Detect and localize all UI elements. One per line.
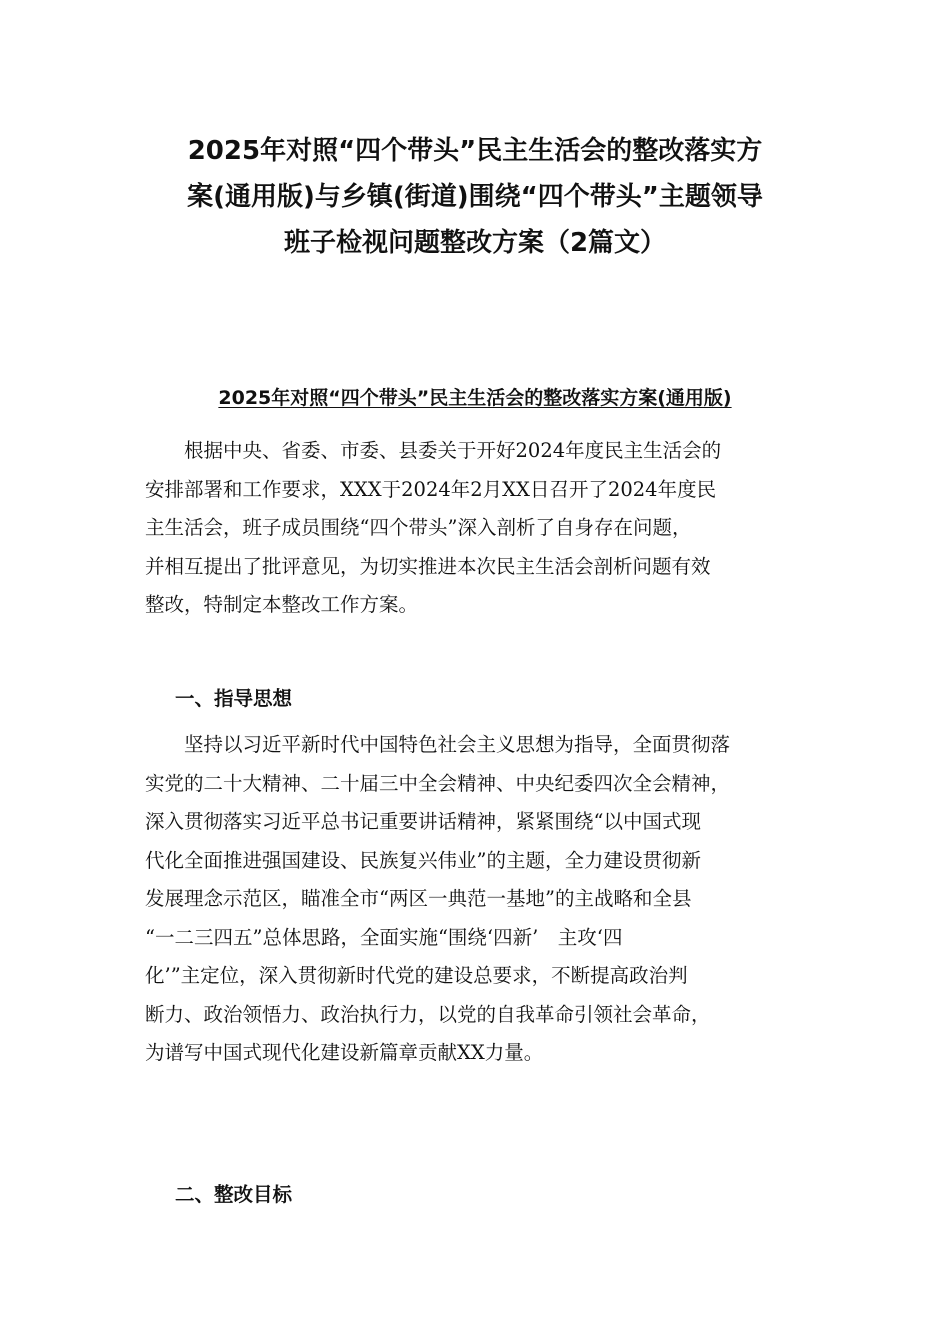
paragraph-line: 安排部署和工作要求，XXX于2024年2月XX日召开了2024年度民 [145,477,717,501]
paragraph-line: 断力、政治领悟力、政治执行力，以党的自我革命引领社会革命， [145,1002,711,1026]
paragraph-line: 代化全面推进强国建设、民族复兴伟业”的主题，全力建设贯彻新 [145,848,701,872]
heading-rectification-goals: 二、整改目标 [175,1183,293,1206]
intro-paragraph [145,432,807,625]
paragraph-line: “一二三四五”总体思路，全面实施“围绕‘四新’ 主攻‘四 [145,925,623,949]
heading-guiding-ideology: 一、指导思想 [175,687,293,710]
paragraph-line: 深入贯彻落实习近平总书记重要讲话精神，紧紧围绕“以中国式现 [145,810,701,833]
title-line: 案(通用版)与乡镇(街道)围绕“四个带头”主题领导 [187,182,763,212]
paragraph-line: 并相互提出了批评意见，为切实推进本次民主生活会剖析问题有效 [145,554,711,578]
title-line: 2025年对照“四个带头”民主生活会的整改落实方 [187,136,763,166]
paragraph-line: 根据中央、省委、市委、县委关于开好2024年度民主生活会的 [145,439,722,462]
paragraph-line: 为谱写中国式现代化建设新篇章贡献XX力量。 [145,1041,544,1064]
section-title: 2025年对照“四个带头”民主生活会的整改落实方案(通用版) [218,387,732,409]
paragraph-line: 实党的二十大精神、二十届三中全会精神、中央纪委四次全会精神， [145,771,731,795]
title-line: 班子检视问题整改方案（2篇文） [283,228,667,258]
paragraph-line: 主生活会，班子成员围绕“四个带头”深入剖析了自身存在问题， [145,516,692,539]
paragraph-line: 发展理念示范区，瞄准全市“两区一典范一基地”的主战略和全县 [145,887,692,910]
document-title [130,128,820,266]
guiding-paragraph [145,726,807,1073]
paragraph-line: 坚持以习近平新时代中国特色社会主义思想为指导，全面贯彻落 [145,733,731,756]
paragraph-line: 整改，特制定本整改工作方案。 [145,593,419,616]
paragraph-line: 化’”主定位，深入贯彻新时代党的建设总要求，不断提高政治判 [145,964,688,987]
